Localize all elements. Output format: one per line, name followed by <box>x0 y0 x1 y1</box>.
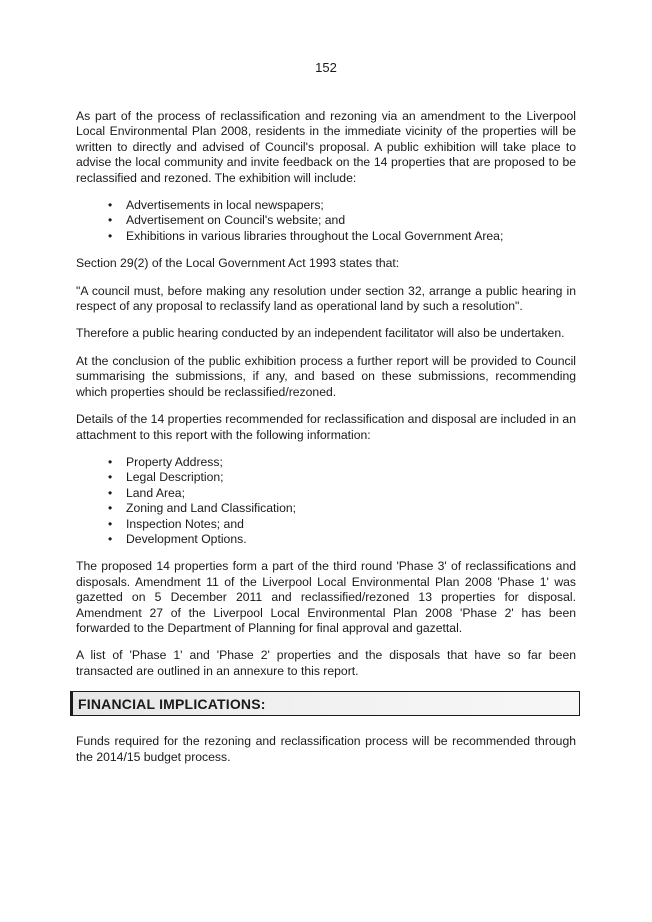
paragraph-funds: Funds required for the rezoning and reclassification process will be recommended through the 2014/15 budget process. <box>76 734 576 764</box>
paragraph-details: Details of the 14 properties recommended for reclassification and disposal are included in an attachment to this report with the following information: <box>76 412 576 442</box>
list-item: • Development Options. <box>126 532 576 547</box>
paragraph-further-report: At the conclusion of the public exhibition process a further report will be provided to Council summarising the submissions, if any, and based on these submissions, recommending which properties should be reclassified/rezoned. <box>76 353 576 399</box>
information-list <box>76 455 576 547</box>
paragraph-public-hearing: Therefore a public hearing conducted by an independent facilitator will also be undertaken. <box>76 326 565 341</box>
list-item: • Advertisements in local newspapers; <box>126 198 576 213</box>
section-heading-financial <box>70 691 580 716</box>
section-heading-label: FINANCIAL IMPLICATIONS: <box>78 695 266 712</box>
paragraph-quote: "A council must, before making any resolution under section 32, arrange a public hearing in respect of any proposal to reclassify land as operational land by such a resolution". <box>76 283 576 314</box>
paragraph-section-29: Section 29(2) of the Local Government Act 1993 states that: <box>76 256 400 271</box>
paragraph-annexure: A list of 'Phase 1' and 'Phase 2' properties and the disposals that have so far been transacted are outlined in an annexure to this report. <box>76 648 576 678</box>
list-item: • Inspection Notes; and <box>126 517 576 532</box>
list-item: • Land Area; <box>126 486 576 501</box>
page-number: 152 <box>315 60 337 75</box>
list-item: • Legal Description; <box>126 470 576 485</box>
list-item: • Property Address; <box>126 455 576 470</box>
list-item: • Advertisement on Council's website; and <box>126 213 576 228</box>
paragraph-exhibition-intro: As part of the process of reclassification and rezoning via an amendment to the Liverpool Local Environmental Plan 2008, residents in the immediate vicinity of the properties will be written to directly and advised of Council's proposal. A public exhibition will take place to advise the local community and invite feedback on the 14 properties that are proposed to be reclassified and rezoned. The exhibition will include: <box>76 109 576 185</box>
paragraph-phase-3: The proposed 14 properties form a part of the third round 'Phase 3' of reclassifications and disposals. Amendment 11 of the Liverpool Local Environmental Plan 2008 'Phase 1' was gazetted on 5 December 2011 and reclassified/rezoned 13 properties for disposal. Amendment 27 of the Liverpool Local Environmental Plan 2008 'Phase 2' has been forwarded to the Department of Planning for final approval and gazettal. <box>76 559 576 635</box>
exhibition-list <box>76 198 576 244</box>
list-item: • Zoning and Land Classification; <box>126 501 576 516</box>
list-item: • Exhibitions in various libraries throughout the Local Government Area; <box>126 229 576 244</box>
